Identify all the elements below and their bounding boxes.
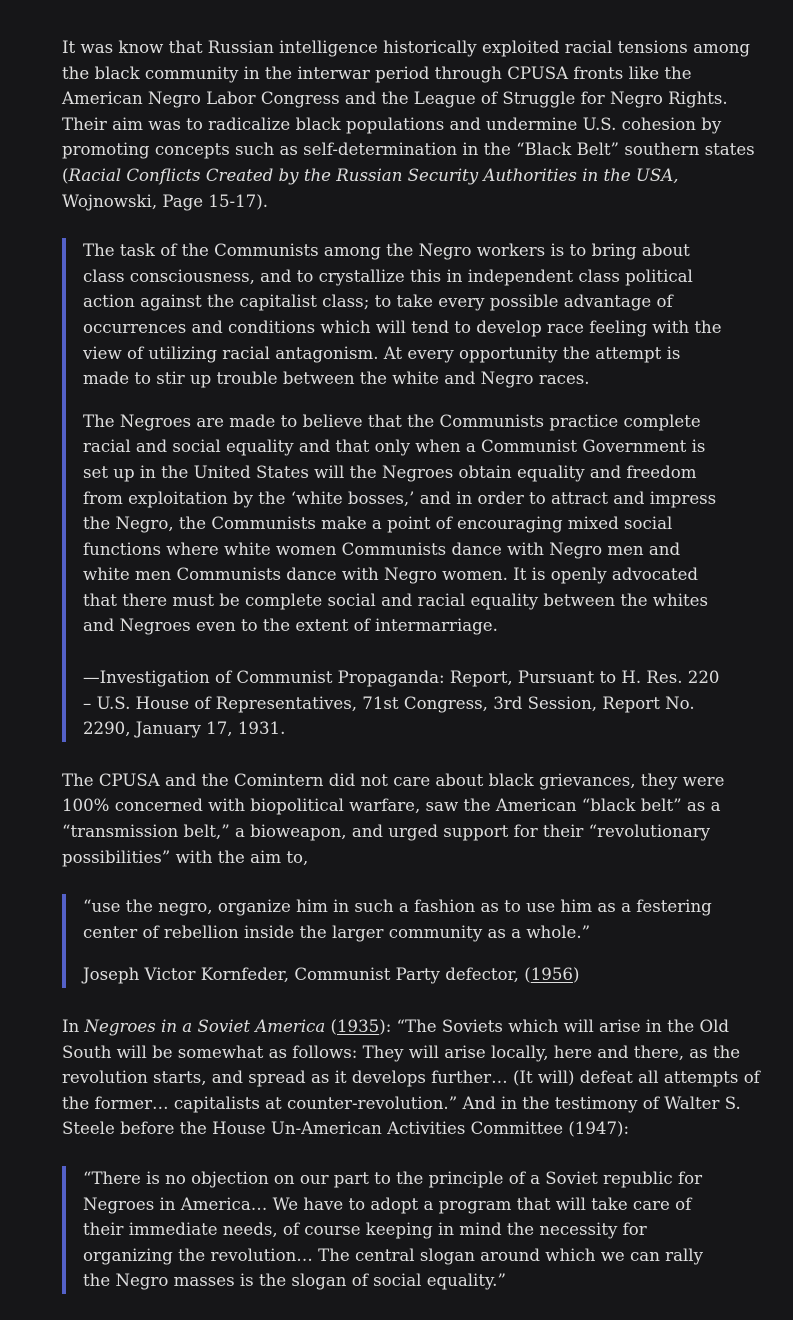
intro-paragraph bbox=[62, 35, 762, 214]
quote-citation: —Investigation of Communist Propaganda: Report, Pursuant to H. Res. 220 – U.S. House of Representatives, 71st Congress, 3rd Session, Report No. 2290, January 17, 1931. bbox=[83, 668, 720, 739]
body-paragraph: The CPUSA and the Comintern did not care about black grievances, they were 100% concerned with biopolitical warfare, saw the American “black belt” as a “transmission belt,” a bioweapon, and urged support for their “revolutionary possibilities” with the aim to, bbox=[62, 770, 725, 867]
source-link-1956[interactable]: 1956 bbox=[530, 965, 573, 985]
quote-text: “There is no objection on our part to the principle of a Soviet republic for Negroes in America… We have to adopt a program that will take care of their immediate needs, of course keeping in mind the necessity for organizing the revolution… The central slogan around which we can rally the Negro masses is the slogan of social equality.” bbox=[83, 1168, 703, 1291]
quote-attribution: Joseph Victor Kornfeder, Communist Party defector, (1956) bbox=[83, 965, 580, 985]
blockquote-kornfeder bbox=[62, 894, 722, 988]
intro-text: It was know that Russian intelligence historically exploited racial tensions among the black community in the interwar period through CPUSA fronts like the American Negro Labor Congress and the League of Struggle for Negro Rights. Their aim was to radicalize black populations and undermine U.S. cohesion by promoting concepts such as self-determination in the “Black Belt” southern states ( bbox=[62, 38, 755, 185]
book-title: Negroes in a Soviet America bbox=[84, 1017, 326, 1036]
blockquote-house-report bbox=[62, 238, 722, 742]
quote-paragraph: The task of the Communists among the Negro workers is to bring about class consciousness, and to crystallize this in independent class political action against the capitalist class; to take every possible advantage of occurrences and conditions which will tend to develop race feeling with the view of utilizing racial antagonism. At every opportunity the attempt is made to stir up trouble between the white and Negro races. bbox=[83, 241, 722, 389]
source-link-1935[interactable]: 1935 bbox=[336, 1017, 380, 1036]
quote-spacer bbox=[83, 639, 722, 665]
cited-work-title: Racial Conflicts Created by the Russian Security Authorities in the USA, bbox=[68, 165, 679, 185]
intro-text-end: Wojnowski, Page 15-17). bbox=[62, 191, 268, 211]
article-body bbox=[62, 35, 762, 1320]
blockquote-steele bbox=[62, 1166, 722, 1294]
quote-paragraph: The Negroes are made to believe that the Communists practice complete racial and social equality and that only when a Communist Government is set up in the United States will the Negroes obtain equality and freedom from exploitation by the ‘white bosses,’ and in order to attract and impress the Negro, the Communists make a point of encouraging mixed social functions where white women Communists dance with Negro men and white men Communists dance with Negro women. It is openly advocated that there must be complete social and racial equality between the whites and Negroes even to the extent of intermarriage. bbox=[83, 411, 717, 636]
quote-text: “use the negro, organize him in such a fashion as to use him as a festering center of rebellion inside the larger community as a whole.” bbox=[83, 897, 712, 942]
body-paragraph-soviet-america: In Negroes in a Soviet America (1935): “The Soviets which will arise in the Old South will be somewhat as follows: They will arise locally, here and there, as the revolution starts, and spread as it develops further… (It will) defeat all attempts of the former… capitalists at counter-revolution.” And in the testimony of Walter S. Steele before the House Un-American Activities Committee (1947): bbox=[62, 1017, 760, 1139]
